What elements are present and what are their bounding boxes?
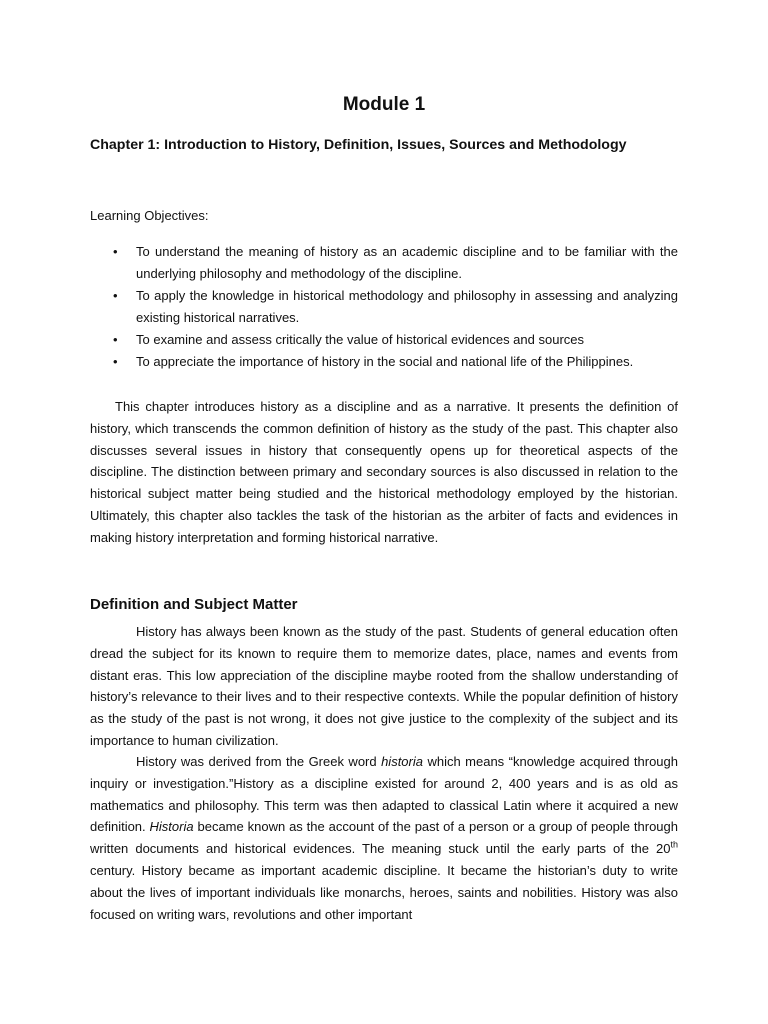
objective-text: To examine and assess critically the value of historical evidences and sources xyxy=(136,332,585,347)
module-title: Module 1 xyxy=(342,94,426,115)
bullet-icon: • xyxy=(113,244,118,259)
objective-item xyxy=(90,351,678,373)
learning-objectives-heading: Learning Objectives: xyxy=(90,208,209,223)
section-heading: Definition and Subject Matter xyxy=(90,596,298,613)
objective-item xyxy=(90,329,678,351)
bullet-icon: • xyxy=(113,288,118,303)
definition-paragraph-1: History has always been known as the study of the past. Students of general education often dread the subject for its known to require them to memorize dates, place, names and events from distant eras. This low appreciation of the discipline maybe rooted from the shallow understanding of history’s relevance to their lives and to their respective contexts. While the popular definition of history as the study of the past is not wrong, it does not give justice to the complexity of the subject and its importance to human civilization. xyxy=(90,624,678,748)
intro-paragraph: This chapter introduces history as a discipline and as a narrative. It presents the definition of history, which transcends the common definition of history as the study of the past. This chapter also discusses several issues in history that consequently opens up for theoretical aspects of the discipline. The distinction between primary and secondary sources is also discussed in relation to the historical subject matter being studied and the historical methodology employed by the historian. Ultimately, this chapter also tackles the task of the historian as the arbiter of facts and evidences in making history interpretation and forming historical narrative. xyxy=(90,399,678,545)
objective-text: To understand the meaning of history as an academic discipline and to be familiar with the underlying philosophy and methodology of the discipline. xyxy=(136,244,678,281)
greek-term: historia xyxy=(381,754,423,769)
text-run: became known as the account of the past of a person or a group of people through written documents and historical evidences. The meaning stuck until the early parts of the 20 xyxy=(90,819,678,857)
definition-paragraph-2 xyxy=(90,751,678,925)
text-run: History was derived from the Greek word xyxy=(136,754,382,769)
latin-term: Historia xyxy=(149,819,194,835)
objectives-list xyxy=(90,241,678,373)
objective-text: To apply the knowledge in historical methodology and philosophy in assessing and analyzing existing historical narratives. xyxy=(136,288,678,325)
objective-text: To appreciate the importance of history in the social and national life of the Philippines. xyxy=(136,354,634,369)
text-run: century. History became as important academic discipline. It became the historian’s duty to write about the lives of important individuals like monarchs, heroes, saints and nobilities. History was also focused on writing wars, revolutions and other important xyxy=(90,862,678,922)
bullet-icon: • xyxy=(113,332,118,347)
objective-item xyxy=(90,285,678,329)
objective-item xyxy=(90,241,678,285)
ordinal-superscript: th xyxy=(670,839,678,850)
chapter-title: Chapter 1: Introduction to History, Definition, Issues, Sources and Methodology xyxy=(90,137,627,153)
bullet-icon: • xyxy=(113,354,118,369)
text-run: which means “knowledge acquired through inquiry or investigation.”History as a discipline existed for around 2, 400 years and is as old as mathematics and philosophy. This term was then adapted to classical Latin where it acquired a new definition. xyxy=(90,754,678,835)
